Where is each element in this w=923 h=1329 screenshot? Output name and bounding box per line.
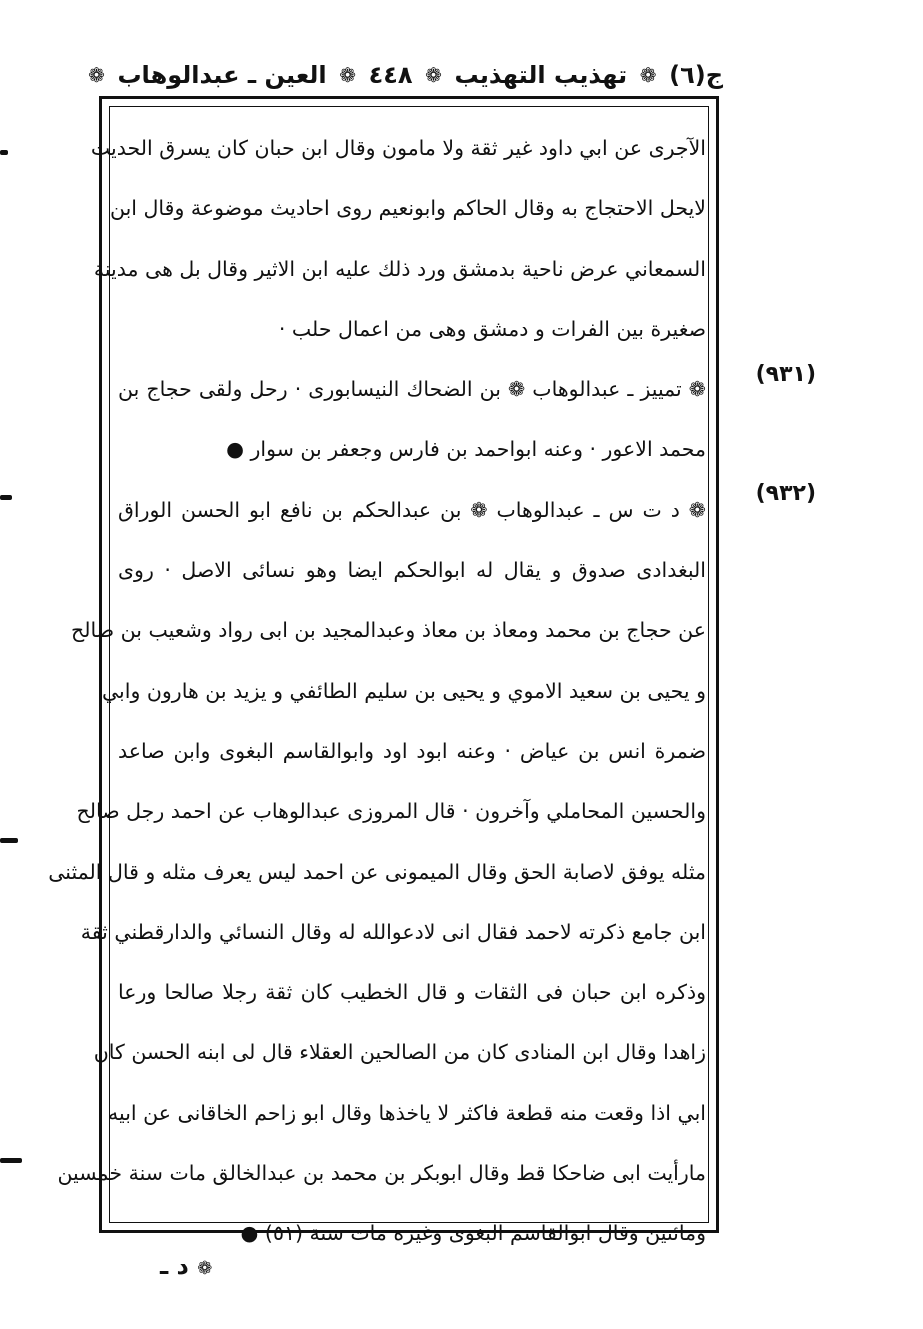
body-text bbox=[48, 118, 706, 1264]
scan-edge-mark bbox=[0, 495, 12, 500]
text-line: محمد الاعور · وعنه ابواحمد بن فارس وجعفر بن سوار ● bbox=[226, 437, 706, 462]
text-line: لايحل الاحتجاج به وقال الحاكم وابونعيم روى احاديث موضوعة وقال ابن bbox=[109, 196, 706, 221]
text-line: ابي اذا وقعت منه قطعة فاكثر لا ياخذها وقال ابو زاحم الخاقانى عن ابيه bbox=[108, 1100, 706, 1125]
entry bbox=[90, 118, 706, 359]
text-line: والحسين المحاملي وآخرون · قال المروزى عبدالوهاب عن احمد رجل صالح bbox=[76, 799, 706, 824]
text-line: ❁ تمييز ـ عبدالوهاب ❁ بن الضحاك النيسابورى · رحل ولقى حجاج بن bbox=[118, 377, 706, 402]
text-line: مارأيت ابى ضاحكا قط وقال ابوبكر بن محمد بن عبدالخالق مات سنة خمسين bbox=[57, 1161, 706, 1186]
scan-edge-mark bbox=[0, 150, 8, 155]
text-line: الآجرى عن ابي داود غير ثقة ولا مامون وقال ابن حبان كان يسرق الحديث bbox=[90, 136, 706, 160]
scan-edge-mark bbox=[0, 1158, 22, 1163]
book-title: تهذيب التهذيب bbox=[454, 61, 628, 89]
running-header bbox=[88, 52, 723, 98]
ornament-icon: ❁ bbox=[339, 63, 356, 87]
ornament-icon: ❁ bbox=[197, 1258, 213, 1279]
volume-label: ج(٦) bbox=[669, 61, 723, 89]
ornament-icon: ❁ bbox=[88, 63, 105, 87]
text-line: السمعاني عرض ناحية بدمشق ورد ذلك عليه ابن الاثير وقال بل هى مدينة bbox=[93, 256, 706, 281]
entry-number: (٩٣٢) bbox=[755, 481, 816, 506]
text-line: زاهدا وقال ابن المنادى كان من الصالحين العقلاء قال لى ابنه الحسن كان bbox=[93, 1040, 706, 1065]
text-line: مثله يوفق لاصابة الحق وقال الميمونى عن احمد ليس يعرف مثله و قال المثنى bbox=[48, 859, 706, 884]
entry-number: (٩٣١) bbox=[755, 362, 816, 387]
catchword bbox=[160, 1252, 212, 1280]
text-line: ابن جامع ذكرته لاحمد فقال انى لادعوالله له وقال النسائي والدارقطني ثقة bbox=[80, 919, 706, 944]
text-line: ومائتين وقال ابوالقاسم البغوى وغيره مات سنة (٥١) ● bbox=[240, 1221, 706, 1246]
ornament-icon: ❁ bbox=[639, 63, 657, 87]
entry bbox=[48, 480, 706, 1264]
text-line: وذكره ابن حبان فى الثقات و قال الخطيب كان ثقة رجلا صالحا ورعا bbox=[118, 980, 706, 1005]
ornament-icon: ❁ bbox=[425, 63, 442, 87]
entry bbox=[118, 359, 706, 480]
scan-edge-mark bbox=[0, 838, 18, 843]
page-number: ٤٤٨ bbox=[368, 61, 413, 89]
text-line: البغدادى صدوق و يقال له ابوالحكم ايضا وهو نسائى الاصل · روى bbox=[118, 558, 706, 583]
text-line: و يحيى بن سعيد الاموي و يحيى بن سليم الطائفي و يزيد بن هارون وابي bbox=[101, 678, 706, 703]
text-line: عن حجاج بن محمد ومعاذ بن معاذ وعبدالمجيد بن ابى رواد وشعيب بن صالح bbox=[71, 618, 706, 643]
text-line: صغيرة بين الفرات و دمشق وهى من اعمال حلب · bbox=[278, 316, 706, 341]
catchword-text: د ـ bbox=[160, 1252, 189, 1280]
text-line: ضمرة انس بن عياض · وعنه ابود اود وابوالقاسم البغوى وابن صاعد bbox=[118, 738, 706, 763]
section-title: العين ـ عبدالوهاب bbox=[117, 61, 327, 89]
text-line: ❁ د ت س ـ عبدالوهاب ❁ بن عبدالحكم بن نافع ابو الحسن الوراق bbox=[118, 497, 706, 522]
